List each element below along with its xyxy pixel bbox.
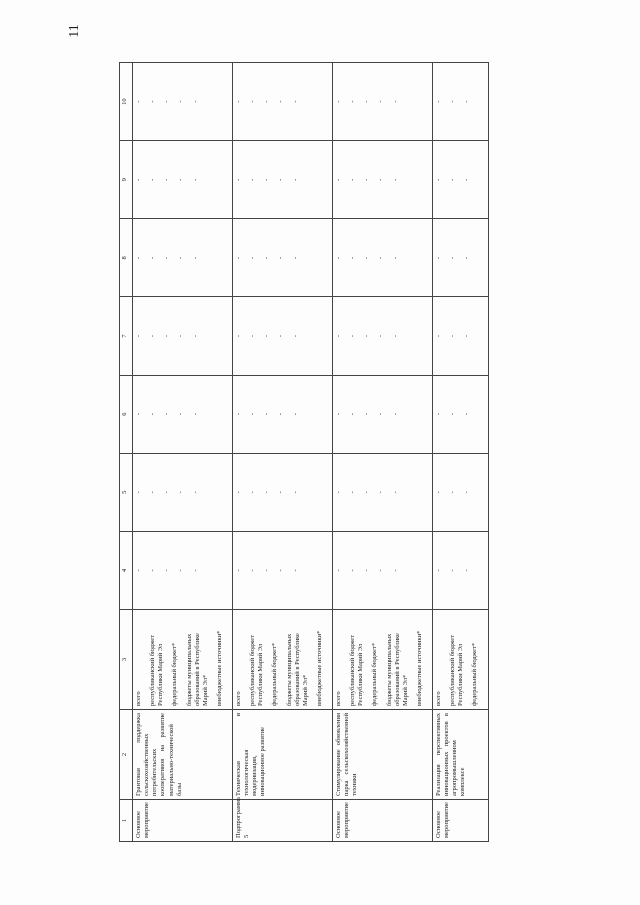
dash-value: - <box>263 334 271 338</box>
dash-value: - <box>449 256 457 259</box>
dash-value: - <box>349 334 357 338</box>
dash-value: - <box>277 334 285 338</box>
dash-value: - <box>249 569 257 572</box>
header-cell: 9 <box>120 141 133 219</box>
funding-sources-cell <box>233 610 333 710</box>
funding-source-label: республиканский бюджет Республики Марий Эл <box>249 634 265 706</box>
dash-value: - <box>349 256 357 259</box>
dash-value: - <box>149 256 157 259</box>
dash-value: - <box>263 178 271 181</box>
dash-value: - <box>363 491 371 494</box>
dash-value: - <box>163 178 171 181</box>
dash-value: - <box>363 334 371 338</box>
dash-value: - <box>377 100 385 103</box>
dash-value: - <box>277 178 285 181</box>
dash-value: - <box>249 100 257 103</box>
value-cell <box>333 375 433 453</box>
dash-value: - <box>135 334 142 338</box>
dash-value: - <box>463 491 471 494</box>
table-body <box>133 63 489 842</box>
value-cell <box>233 219 333 297</box>
dash-value: - <box>249 256 257 259</box>
dash-value: - <box>177 413 185 416</box>
value-cell <box>333 219 433 297</box>
funding-source-label: федеральный бюджет* <box>371 642 379 706</box>
funding-source-label: федеральный бюджет* <box>471 642 479 706</box>
dash-value: - <box>191 256 199 259</box>
dash-value: - <box>277 100 285 103</box>
dash-value: - <box>435 569 442 572</box>
dash-value: - <box>335 334 342 338</box>
header-cell: 4 <box>120 531 133 609</box>
dash-value: - <box>263 100 271 103</box>
row-title-cell: Стимулирование обновления парка сельскохозяйственной техники <box>333 710 433 800</box>
dash-value: - <box>191 413 199 416</box>
dash-value: - <box>235 334 242 338</box>
dash-value: - <box>249 413 257 416</box>
dash-value: - <box>135 178 142 181</box>
funding-source-label: всего <box>435 691 442 706</box>
dash-value: - <box>163 569 171 572</box>
dash-value: - <box>463 100 471 103</box>
table-row <box>133 63 233 842</box>
dash-value: - <box>291 334 299 338</box>
dash-value: - <box>177 491 185 494</box>
funding-sources-cell <box>433 610 489 710</box>
dash-value: - <box>363 100 371 103</box>
dash-value: - <box>449 100 457 103</box>
dash-value: - <box>191 100 199 103</box>
funding-source-label: всего <box>235 691 242 706</box>
dash-value: - <box>177 569 185 572</box>
dash-value: - <box>463 413 471 416</box>
dash-value: - <box>163 100 171 103</box>
funding-source-label: бюджеты муниципальных образований в Республике Марий Эл* <box>385 633 409 706</box>
dash-value: - <box>163 491 171 494</box>
dash-value: - <box>463 256 471 259</box>
value-cell <box>233 63 333 141</box>
dash-value: - <box>435 100 442 103</box>
funding-source-label: внебюджетные источники* <box>415 630 423 706</box>
dash-value: - <box>377 413 385 416</box>
dash-value: - <box>377 256 385 259</box>
dash-value: - <box>335 569 342 572</box>
dash-value: - <box>277 569 285 572</box>
dash-value: - <box>363 256 371 259</box>
header-cell: 1 <box>120 800 133 842</box>
dash-value: - <box>177 100 185 103</box>
dash-value: - <box>163 334 171 338</box>
dash-value: - <box>149 491 157 494</box>
dash-value: - <box>291 100 299 103</box>
funding-source-label: республиканский бюджет Республики Марий Эл <box>449 634 465 706</box>
dash-value: - <box>249 178 257 181</box>
dash-value: - <box>135 100 142 103</box>
dash-value: - <box>349 569 357 572</box>
dash-value: - <box>377 491 385 494</box>
funding-source-label: всего <box>135 691 142 706</box>
header-cell: 5 <box>120 453 133 531</box>
dash-value: - <box>349 413 357 416</box>
funding-source-label: бюджеты муниципальных образований в Республике Марий Эл* <box>185 633 209 706</box>
dash-value: - <box>263 569 271 572</box>
dash-value: - <box>163 413 171 416</box>
dash-value: - <box>449 334 457 338</box>
dash-value: - <box>449 491 457 494</box>
dash-value: - <box>235 178 242 181</box>
rotated-table-container <box>119 62 619 842</box>
dash-value: - <box>363 178 371 181</box>
header-cell: 3 <box>120 610 133 710</box>
row-title-cell: Грантовая поддержка сельскохозяйственных потребительских кооперативов на развитие материально-технической базы <box>133 710 233 800</box>
dash-value: - <box>291 413 299 416</box>
dash-value: - <box>435 178 442 181</box>
dash-value: - <box>335 178 342 181</box>
dash-value: - <box>135 413 142 416</box>
header-cell: 7 <box>120 297 133 375</box>
dash-value: - <box>291 491 299 494</box>
value-cell <box>433 531 489 609</box>
row-type-cell: Основное мероприятие <box>333 800 433 842</box>
value-cell <box>433 219 489 297</box>
dash-value: - <box>235 100 242 103</box>
dash-value: - <box>391 413 399 416</box>
table-row <box>333 63 433 842</box>
value-cell <box>133 375 233 453</box>
dash-value: - <box>349 100 357 103</box>
dash-value: - <box>149 569 157 572</box>
dash-value: - <box>377 334 385 338</box>
dash-value: - <box>191 334 199 338</box>
row-type-cell: Подпрограмма 5 <box>233 800 333 842</box>
dash-value: - <box>435 413 442 416</box>
dash-value: - <box>391 100 399 103</box>
dash-value: - <box>291 569 299 572</box>
value-cell <box>433 63 489 141</box>
dash-value: - <box>391 178 399 181</box>
value-cell <box>433 375 489 453</box>
header-cell: 8 <box>120 219 133 297</box>
value-cell <box>333 531 433 609</box>
value-cell <box>233 453 333 531</box>
dash-value: - <box>149 413 157 416</box>
funding-source-label: федеральный бюджет* <box>171 642 179 706</box>
dash-value: - <box>335 491 342 494</box>
dash-value: - <box>191 569 199 572</box>
funding-source-label: федеральный бюджет* <box>271 642 279 706</box>
dash-value: - <box>435 256 442 259</box>
value-cell <box>233 297 333 375</box>
value-cell <box>233 531 333 609</box>
dash-value: - <box>149 334 157 338</box>
table-row <box>233 63 333 842</box>
dash-value: - <box>349 178 357 181</box>
dash-value: - <box>377 178 385 181</box>
dash-value: - <box>277 256 285 259</box>
value-cell <box>433 141 489 219</box>
dash-value: - <box>249 491 257 494</box>
value-cell <box>133 141 233 219</box>
table-row <box>433 63 489 842</box>
dash-value: - <box>149 178 157 181</box>
row-type-cell: Основное мероприятие <box>133 800 233 842</box>
dash-value: - <box>235 256 242 259</box>
dash-value: - <box>335 413 342 416</box>
funding-source-label: всего <box>335 691 342 706</box>
row-title-cell: Реализация перспективных инновационных проектов в агропромышленном комплексе <box>433 710 489 800</box>
value-cell <box>333 141 433 219</box>
funding-source-label: бюджеты муниципальных образований в Республике Марий Эл* <box>285 633 309 706</box>
dash-value: - <box>449 413 457 416</box>
value-cell <box>333 63 433 141</box>
dash-value: - <box>249 334 257 338</box>
dash-value: - <box>263 491 271 494</box>
dash-value: - <box>435 334 442 338</box>
header-cell: 2 <box>120 710 133 800</box>
row-title-cell: Техническая и технологическая модернизация, инновационное развитие <box>233 710 333 800</box>
dash-value: - <box>277 491 285 494</box>
dash-value: - <box>291 256 299 259</box>
value-cell <box>133 219 233 297</box>
funding-sources-cell <box>133 610 233 710</box>
dash-value: - <box>135 256 142 259</box>
page-number: 11 <box>67 24 82 38</box>
dash-value: - <box>377 569 385 572</box>
funding-source-label: внебюджетные источники* <box>215 630 223 706</box>
dash-value: - <box>363 413 371 416</box>
value-cell <box>333 297 433 375</box>
dash-value: - <box>177 256 185 259</box>
dash-value: - <box>463 569 471 572</box>
funding-source-label: внебюджетные источники* <box>315 630 323 706</box>
dash-value: - <box>135 491 142 494</box>
dash-value: - <box>149 100 157 103</box>
dash-value: - <box>463 178 471 181</box>
dash-value: - <box>277 413 285 416</box>
header-cell: 6 <box>120 375 133 453</box>
dash-value: - <box>263 256 271 259</box>
value-cell <box>133 297 233 375</box>
value-cell <box>333 453 433 531</box>
dash-value: - <box>391 569 399 572</box>
value-cell <box>133 453 233 531</box>
dash-value: - <box>263 413 271 416</box>
dash-value: - <box>235 413 242 416</box>
dash-value: - <box>391 256 399 259</box>
value-cell <box>433 297 489 375</box>
dash-value: - <box>291 178 299 181</box>
value-cell <box>133 531 233 609</box>
header-cell: 10 <box>120 63 133 141</box>
value-cell <box>233 375 333 453</box>
value-cell <box>233 141 333 219</box>
dash-value: - <box>391 491 399 494</box>
dash-value: - <box>391 334 399 338</box>
dash-value: - <box>191 178 199 181</box>
dash-value: - <box>363 569 371 572</box>
dash-value: - <box>349 491 357 494</box>
dash-value: - <box>335 256 342 259</box>
dash-value: - <box>135 569 142 572</box>
dash-value: - <box>163 256 171 259</box>
dash-value: - <box>435 491 442 494</box>
header-row <box>120 63 133 842</box>
dash-value: - <box>177 334 185 338</box>
value-cell <box>433 453 489 531</box>
dash-value: - <box>463 334 471 338</box>
dash-value: - <box>235 569 242 572</box>
funding-source-label: республиканский бюджет Республики Марий Эл <box>149 634 165 706</box>
dash-value: - <box>449 569 457 572</box>
funding-sources-cell <box>333 610 433 710</box>
funding-source-label: республиканский бюджет Республики Марий Эл <box>349 634 365 706</box>
dash-value: - <box>191 491 199 494</box>
dash-value: - <box>177 178 185 181</box>
dash-value: - <box>449 178 457 181</box>
dash-value: - <box>235 491 242 494</box>
row-type-cell: Основное мероприятие <box>433 800 489 842</box>
dash-value: - <box>335 100 342 103</box>
value-cell <box>133 63 233 141</box>
budget-table <box>119 62 489 842</box>
